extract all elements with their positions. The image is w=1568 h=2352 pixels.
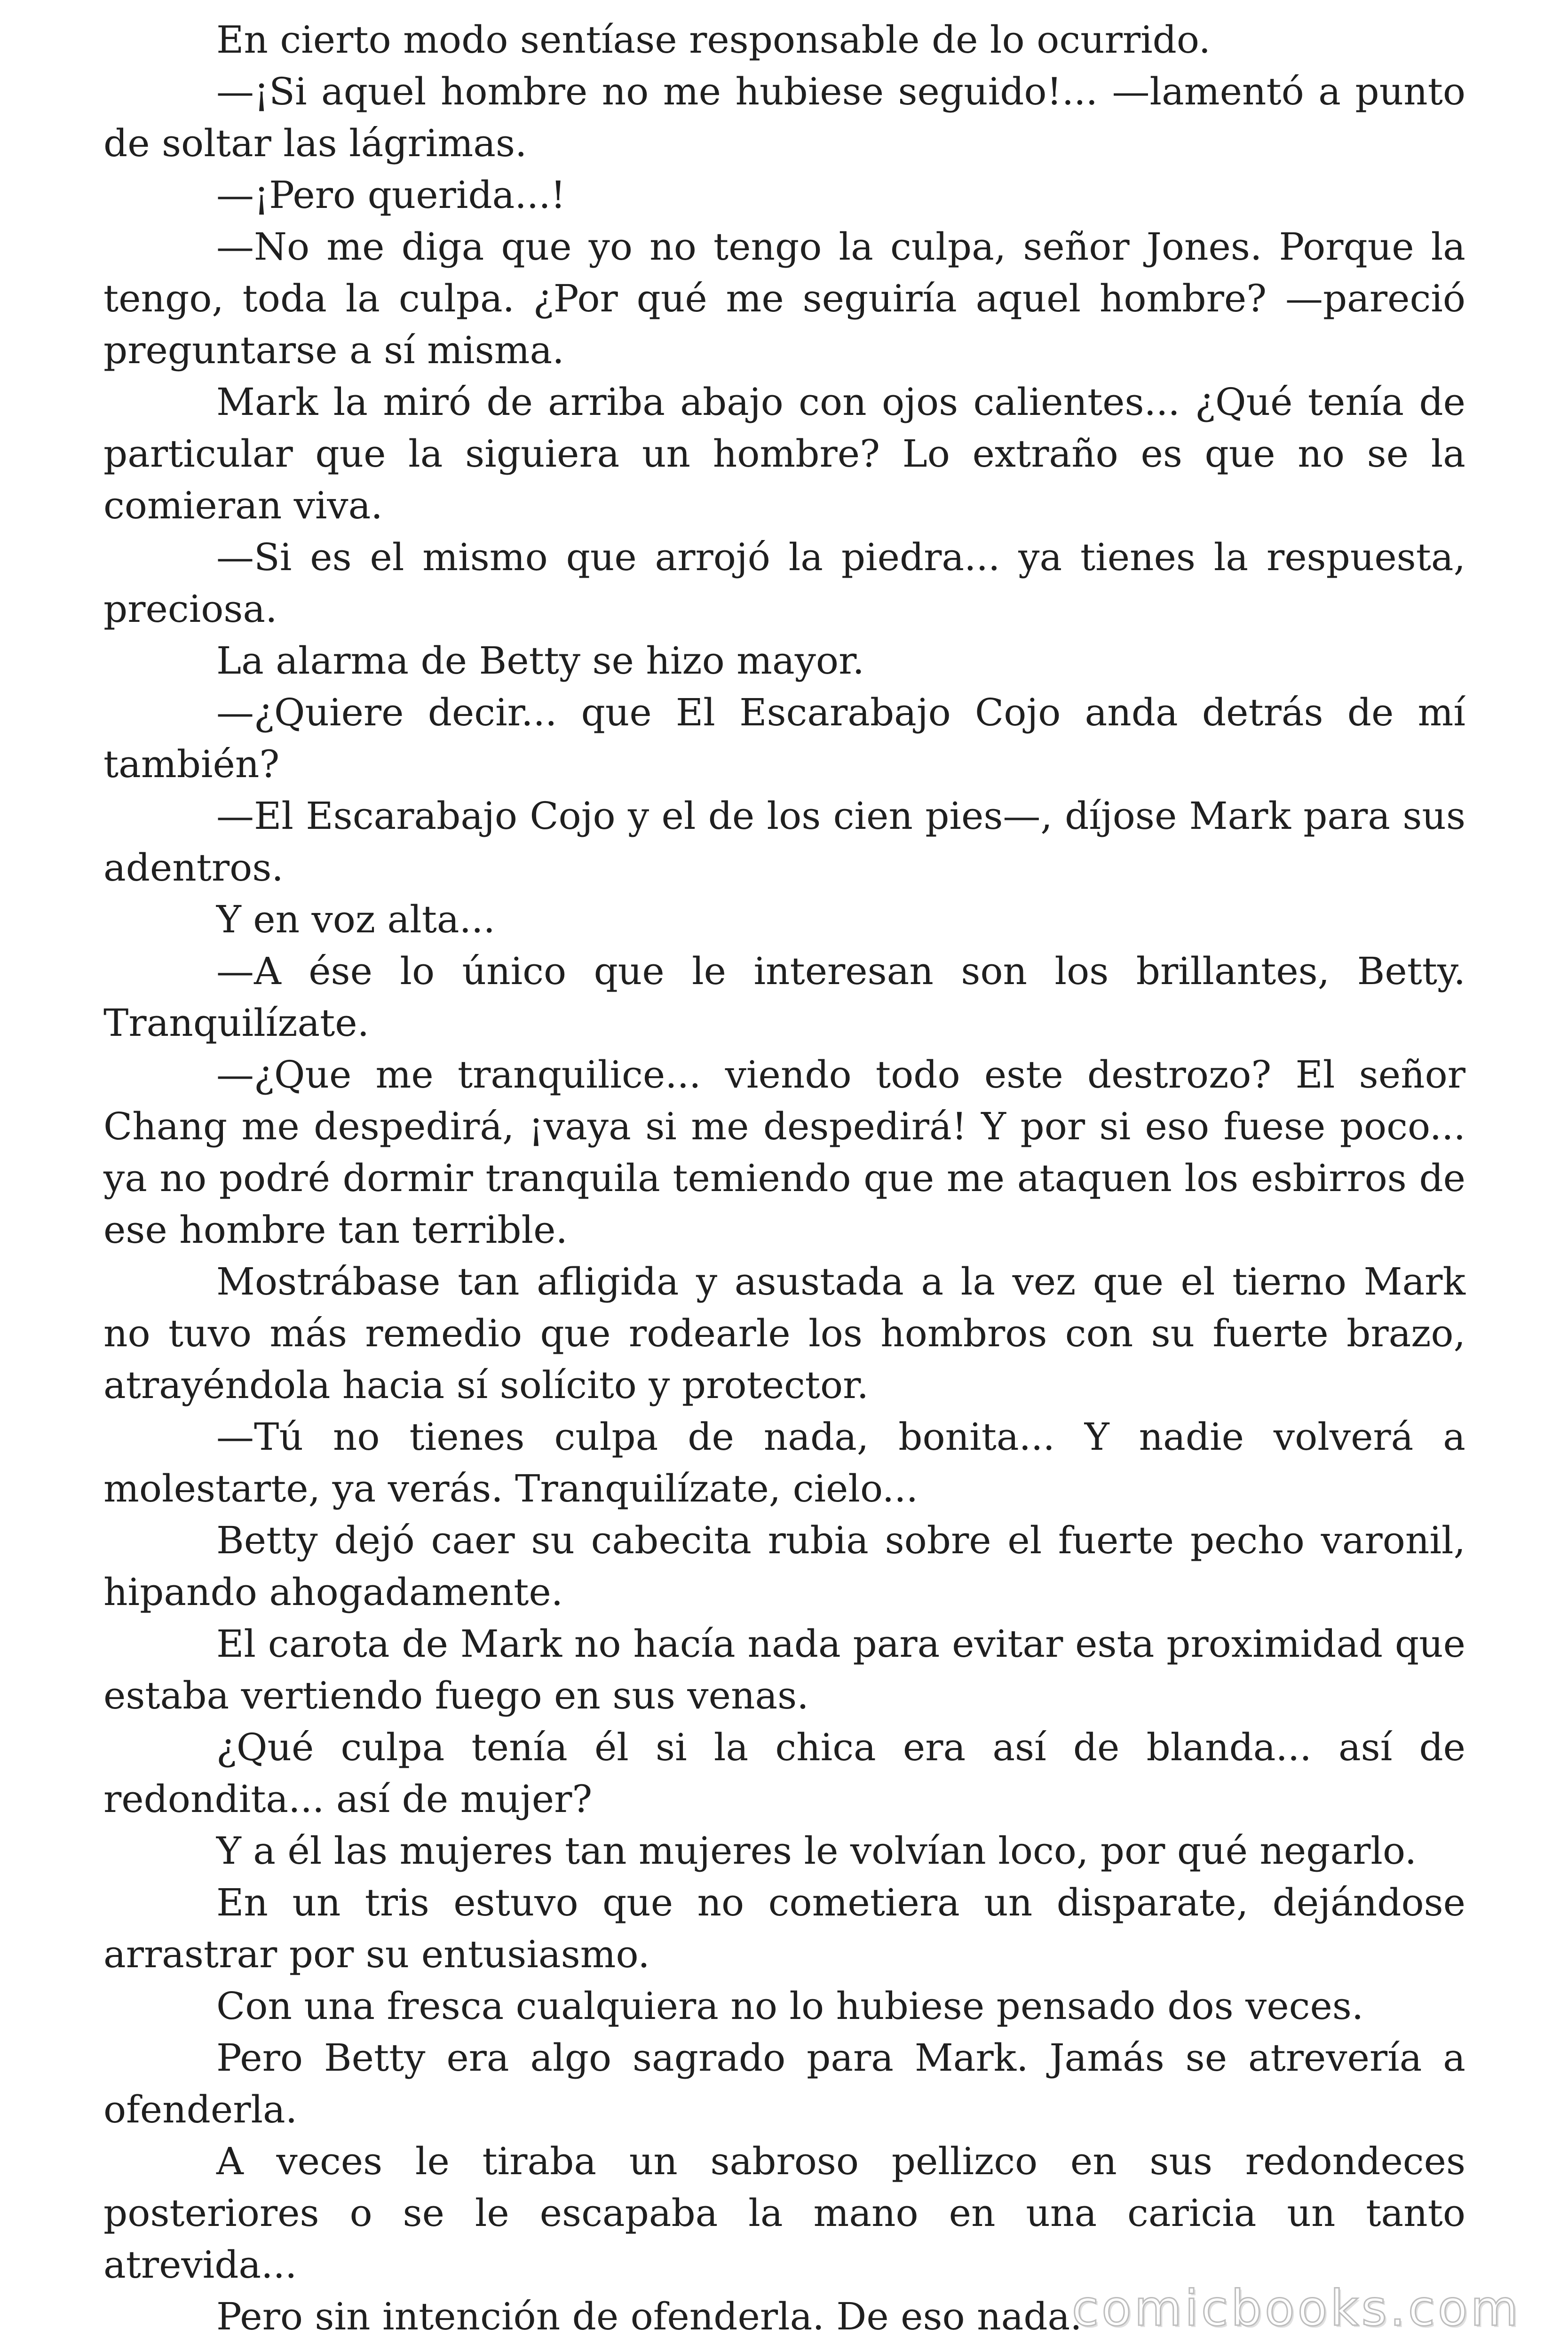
paragraph: A veces le tiraba un sabroso pellizco en sus redondeces posteriores o se le escapaba la mano en una caricia un tanto atrevida... [103,2139,1465,2287]
paragraph: Pero Betty era algo sagrado para Mark. Jamás se atrevería a ofenderla. [103,2036,1465,2131]
paragraph: Betty dejó caer su cabecita rubia sobre el fuerte pecho varonil, hipando ahogadamente. [103,1518,1465,1614]
paragraph: ¿Qué culpa tenía él si la chica era así de blanda... así de redondita... así de mujer? [103,1725,1465,1821]
paragraph: Y en voz alta... [216,898,495,941]
paragraph: —¿Que me tranquilice... viendo todo este destrozo? El señor Chang me despedirá, ¡vaya si me despedirá! Y por si eso fuese poco... ya no podré dormir tranquila temiendo que me ataquen los esbirros de ese hombre tan terrible. [103,1053,1465,1252]
paragraph: —Si es el mismo que arrojó la piedra... ya tienes la respuesta, preciosa. [103,535,1465,631]
paragraph: Pero sin intención de ofenderla. De eso nada. [216,2295,1082,2338]
paragraph: En un tris estuvo que no cometiera un disparate, dejándose arrastrar por su entusiasmo. [103,1881,1465,1976]
watermark: comicbooks.com [1071,2280,1521,2337]
paragraph: —A ése lo único que le interesan son los brillantes, Betty. Tranquilízate. [103,949,1465,1045]
paragraph: Mostrábase tan afligida y asustada a la vez que el tierno Mark no tuvo más remedio que rodearle los hombros con su fuerte brazo, atrayéndola hacia sí solícito y protector. [103,1260,1465,1407]
paragraph: Y a él las mujeres tan mujeres le volvían loco, por qué negarlo. [216,1829,1417,1873]
paragraph: —¿Quiere decir... que El Escarabajo Cojo anda detrás de mí también? [103,691,1465,786]
paragraph: En cierto modo sentíase responsable de lo ocurrido. [216,18,1211,62]
paragraph: —Tú no tienes culpa de nada, bonita... Y nadie volverá a molestarte, ya verás. Tranquilízate, cielo... [103,1415,1465,1510]
paragraph: —¡Si aquel hombre no me hubiese seguido!... —lamentó a punto de soltar las lágrimas. [103,70,1465,165]
book-page-text [103,14,1465,2343]
paragraph: —No me diga que yo no tengo la culpa, señor Jones. Porque la tengo, toda la culpa. ¿Por qué me seguiría aquel hombre? —pareció preguntarse a sí misma. [103,225,1465,372]
paragraph: El carota de Mark no hacía nada para evitar esta proximidad que estaba vertiendo fuego en sus venas. [103,1622,1465,1717]
paragraph: —El Escarabajo Cojo y el de los cien pies—, díjose Mark para sus adentros. [103,794,1465,890]
paragraph: Con una fresca cualquiera no lo hubiese pensado dos veces. [216,1984,1364,2028]
paragraph: —¡Pero querida...! [216,173,566,217]
paragraph: La alarma de Betty se hizo mayor. [216,639,864,683]
paragraph: Mark la miró de arriba abajo con ojos calientes... ¿Qué tenía de particular que la siguiera un hombre? Lo extraño es que no se la comieran viva. [103,380,1465,527]
